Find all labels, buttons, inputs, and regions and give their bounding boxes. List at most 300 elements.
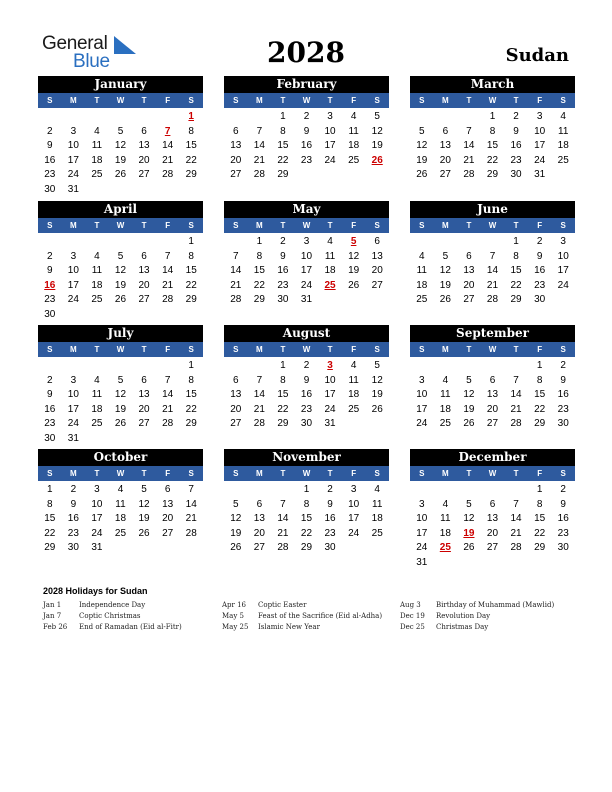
day-cell: 2 — [513, 111, 519, 122]
day-cell: 27 — [230, 418, 242, 430]
day-cell: 10 — [300, 250, 313, 262]
day-cell: 8 — [489, 125, 496, 137]
day-cell: 22 — [534, 403, 546, 415]
weekday-label: S — [560, 96, 566, 105]
day-cell: 20 — [138, 279, 150, 291]
holiday-day: 3 — [327, 360, 333, 371]
month-title: July — [38, 325, 203, 342]
day-cell: 13 — [162, 498, 174, 510]
day-cell: 9 — [303, 374, 310, 386]
day-cell: 26 — [463, 542, 475, 554]
day-cell: 18 — [439, 527, 451, 539]
day-cell: 6 — [141, 374, 147, 386]
day-cell: 28 — [486, 294, 499, 306]
day-cell: 3 — [70, 374, 77, 386]
day-cell: 17 — [557, 265, 569, 277]
empty-cell — [224, 235, 248, 250]
day-cell: 1 — [489, 111, 496, 122]
day-cell: 6 — [141, 250, 147, 262]
day-cell: 4 — [94, 374, 100, 386]
day-cell: 21 — [230, 279, 242, 291]
day-cell: 18 — [114, 513, 127, 525]
day-cell: 1 — [188, 360, 194, 371]
day-cell: 15 — [534, 513, 546, 525]
day-cell: 26 — [371, 403, 383, 415]
day-cell: 23 — [44, 169, 56, 181]
day-cell: 16 — [67, 513, 79, 525]
empty-cell — [109, 235, 133, 250]
day-cell: 26 — [416, 169, 428, 181]
day-cell: 2 — [280, 236, 286, 247]
weekday-label: T — [466, 96, 472, 105]
holiday-name: Coptic Christmas — [79, 612, 141, 620]
calendar-year: 2028 — [267, 36, 345, 69]
weekday-label: S — [419, 96, 425, 105]
weekday-label: T — [141, 469, 147, 478]
empty-cell — [38, 110, 62, 125]
day-cell: 4 — [442, 498, 449, 510]
day-cell: 15 — [300, 513, 313, 525]
day-cell: 27 — [371, 279, 383, 291]
weekday-label: W — [488, 221, 497, 230]
day-cell: 17 — [324, 140, 336, 152]
day-cell: 15 — [277, 389, 289, 401]
day-cell: 5 — [466, 374, 472, 386]
day-cell: 13 — [138, 389, 150, 401]
country-name: Sudan — [505, 45, 569, 66]
day-cell: 27 — [486, 418, 499, 430]
day-cell: 25 — [91, 294, 103, 306]
month-title: March — [410, 76, 575, 93]
day-cell: 23 — [510, 154, 522, 166]
day-cell: 15 — [534, 389, 546, 401]
day-cell: 22 — [277, 154, 289, 166]
weekday-label: T — [327, 221, 333, 230]
day-grid — [224, 235, 389, 308]
weekday-label: S — [419, 221, 425, 230]
day-cell: 16 — [557, 513, 569, 525]
empty-cell — [38, 359, 62, 374]
day-cell: 15 — [253, 265, 265, 277]
month-october — [38, 449, 203, 556]
day-cell: 6 — [233, 125, 239, 137]
day-cell: 11 — [372, 498, 383, 510]
day-cell: 17 — [67, 403, 79, 415]
day-cell: 28 — [162, 294, 174, 306]
weekday-label: W — [488, 345, 497, 354]
weekday-label: F — [537, 345, 543, 354]
day-cell: 22 — [44, 527, 56, 539]
day-cell: 22 — [185, 279, 197, 291]
day-cell: 21 — [185, 513, 197, 525]
day-cell: 7 — [280, 498, 286, 510]
day-cell: 7 — [188, 484, 194, 495]
day-cell: 18 — [416, 279, 428, 291]
day-cell: 15 — [44, 513, 56, 525]
day-cell: 7 — [466, 125, 472, 137]
day-cell: 23 — [300, 154, 313, 166]
empty-cell — [85, 235, 109, 250]
day-cell: 27 — [230, 169, 242, 181]
day-cell: 8 — [47, 498, 53, 510]
day-cell: 19 — [416, 154, 428, 166]
day-cell: 11 — [115, 498, 126, 510]
month-november — [224, 449, 389, 556]
weekday-label: F — [165, 345, 171, 354]
empty-cell — [457, 110, 481, 125]
day-cell: 12 — [416, 140, 428, 152]
weekday-label: T — [94, 345, 100, 354]
weekday-label: S — [47, 96, 53, 105]
day-cell: 28 — [253, 418, 265, 430]
day-cell: 29 — [486, 169, 499, 181]
weekday-header — [38, 218, 203, 233]
day-cell: 9 — [70, 498, 77, 510]
day-cell: 16 — [510, 140, 522, 152]
day-cell: 7 — [164, 374, 171, 386]
day-cell: 20 — [486, 527, 499, 539]
day-cell: 9 — [327, 498, 333, 510]
weekday-label: F — [351, 469, 357, 478]
day-cell: 3 — [70, 125, 77, 137]
day-cell: 17 — [416, 403, 428, 415]
day-cell: 17 — [534, 140, 546, 152]
empty-cell — [38, 235, 62, 250]
day-cell: 10 — [67, 265, 79, 277]
day-cell: 30 — [44, 308, 56, 320]
weekday-label: S — [233, 469, 239, 478]
month-title: June — [410, 201, 575, 218]
day-cell: 12 — [439, 265, 451, 277]
weekday-label: F — [165, 469, 171, 478]
day-cell: 25 — [557, 154, 569, 166]
month-title: August — [224, 325, 389, 342]
empty-cell — [410, 483, 434, 498]
day-cell: 11 — [91, 389, 103, 401]
day-cell: 27 — [439, 169, 451, 181]
day-cell: 24 — [557, 279, 569, 291]
weekday-label: T — [94, 96, 100, 105]
month-title: September — [410, 325, 575, 342]
day-cell: 11 — [91, 265, 103, 277]
day-cell: 2 — [303, 360, 310, 371]
day-cell: 1 — [47, 484, 53, 495]
weekday-label: W — [488, 469, 497, 478]
day-cell: 4 — [419, 250, 425, 262]
day-cell: 1 — [188, 236, 194, 247]
day-cell: 24 — [416, 542, 428, 554]
day-cell: 30 — [44, 432, 56, 444]
day-cell: 7 — [513, 498, 519, 510]
day-cell: 20 — [253, 527, 265, 539]
day-cell: 21 — [253, 403, 265, 415]
weekday-label: W — [116, 469, 125, 478]
day-cell: 30 — [534, 294, 546, 306]
month-february — [224, 76, 389, 183]
day-cell: 12 — [138, 498, 150, 510]
day-cell: 7 — [513, 374, 519, 386]
empty-cell — [248, 359, 272, 374]
empty-cell — [224, 483, 248, 498]
day-cell: 28 — [277, 542, 289, 554]
day-cell: 28 — [253, 169, 265, 181]
day-cell: 2 — [47, 374, 53, 386]
day-grid — [224, 359, 389, 432]
weekday-label: S — [560, 469, 566, 478]
day-cell: 11 — [416, 265, 427, 277]
weekday-label: T — [94, 469, 100, 478]
weekday-label: F — [351, 345, 357, 354]
day-cell: 17 — [91, 513, 103, 525]
day-cell: 12 — [114, 389, 127, 401]
day-grid — [38, 110, 203, 198]
day-cell: 14 — [162, 389, 174, 401]
empty-cell — [410, 235, 434, 250]
weekday-label: W — [116, 96, 125, 105]
holiday-day: 19 — [463, 527, 475, 539]
month-march — [410, 76, 575, 183]
month-december — [410, 449, 575, 571]
weekday-label: M — [70, 469, 77, 478]
day-cell: 6 — [374, 236, 380, 247]
holiday-date: Dec 19 — [400, 612, 425, 620]
day-cell: 27 — [162, 527, 174, 539]
holiday-name: Islamic New Year — [258, 623, 320, 631]
day-cell: 3 — [536, 111, 543, 122]
day-cell: 23 — [44, 294, 56, 306]
weekday-label: S — [188, 96, 194, 105]
day-cell: 21 — [510, 403, 522, 415]
weekday-label: M — [256, 345, 263, 354]
empty-cell — [434, 359, 458, 374]
empty-cell — [156, 235, 180, 250]
day-cell: 13 — [486, 389, 499, 401]
day-cell: 30 — [510, 169, 522, 181]
day-cell: 19 — [371, 389, 383, 401]
day-cell: 10 — [324, 374, 336, 386]
day-cell: 5 — [117, 125, 124, 137]
day-cell: 14 — [510, 513, 522, 525]
day-cell: 23 — [324, 527, 336, 539]
weekday-label: M — [442, 345, 449, 354]
day-cell: 29 — [185, 294, 197, 306]
day-cell: 18 — [557, 140, 569, 152]
day-cell: 2 — [70, 484, 77, 495]
weekday-label: T — [280, 345, 286, 354]
weekday-label: W — [116, 221, 125, 230]
weekday-label: M — [256, 96, 263, 105]
day-cell: 6 — [141, 125, 147, 137]
day-cell: 19 — [114, 154, 127, 166]
day-cell: 4 — [560, 111, 566, 122]
day-cell: 26 — [114, 294, 127, 306]
weekday-label: S — [419, 469, 425, 478]
weekday-label: T — [327, 96, 333, 105]
day-cell: 5 — [233, 498, 239, 510]
day-cell: 8 — [280, 125, 286, 137]
weekday-label: F — [165, 96, 171, 105]
day-cell: 10 — [557, 250, 569, 262]
day-cell: 4 — [94, 125, 100, 137]
day-cell: 26 — [439, 294, 451, 306]
day-cell: 8 — [536, 498, 543, 510]
day-cell: 20 — [371, 265, 383, 277]
day-cell: 11 — [91, 140, 103, 152]
holiday-date: May 5 — [222, 612, 244, 620]
day-cell: 15 — [277, 140, 289, 152]
month-title: April — [38, 201, 203, 218]
day-cell: 28 — [162, 418, 174, 430]
month-january — [38, 76, 203, 198]
day-cell: 11 — [324, 250, 336, 262]
day-cell: 29 — [300, 542, 313, 554]
empty-cell — [481, 235, 505, 250]
day-cell: 17 — [300, 265, 313, 277]
holiday-name: End of Ramadan (Eid al-Fitr) — [79, 623, 182, 631]
day-cell: 10 — [91, 498, 103, 510]
weekday-label: S — [560, 345, 566, 354]
day-cell: 8 — [303, 498, 310, 510]
weekday-header — [410, 466, 575, 481]
day-cell: 13 — [138, 265, 150, 277]
day-cell: 29 — [185, 169, 197, 181]
empty-cell — [156, 359, 180, 374]
month-april — [38, 201, 203, 323]
day-cell: 1 — [256, 236, 263, 247]
weekday-label: S — [47, 469, 53, 478]
weekday-label: T — [141, 96, 147, 105]
day-cell: 10 — [416, 513, 428, 525]
day-cell: 2 — [560, 360, 566, 371]
day-cell: 26 — [348, 279, 360, 291]
day-cell: 13 — [463, 265, 475, 277]
day-cell: 19 — [371, 140, 383, 152]
day-cell: 14 — [162, 140, 174, 152]
day-cell: 27 — [138, 169, 150, 181]
day-cell: 9 — [280, 250, 286, 262]
day-cell: 24 — [300, 279, 313, 291]
day-cell: 23 — [67, 527, 79, 539]
month-july — [38, 325, 203, 447]
weekday-label: T — [280, 96, 286, 105]
day-cell: 29 — [253, 294, 265, 306]
day-cell: 17 — [67, 154, 79, 166]
day-cell: 2 — [303, 111, 310, 122]
day-cell: 19 — [348, 265, 360, 277]
day-cell: 17 — [67, 279, 79, 291]
day-cell: 5 — [141, 484, 147, 495]
day-cell: 3 — [303, 236, 310, 247]
day-cell: 27 — [253, 542, 265, 554]
day-cell: 16 — [277, 265, 289, 277]
day-cell: 30 — [277, 294, 289, 306]
month-title: October — [38, 449, 203, 466]
weekday-label: S — [419, 345, 425, 354]
weekday-label: M — [442, 221, 449, 230]
day-cell: 20 — [486, 403, 499, 415]
day-cell: 6 — [466, 250, 472, 262]
day-cell: 17 — [348, 513, 360, 525]
day-cell: 14 — [277, 513, 289, 525]
day-cell: 17 — [416, 527, 428, 539]
day-cell: 4 — [374, 484, 380, 495]
day-cell: 7 — [233, 250, 239, 262]
day-cell: 5 — [466, 498, 472, 510]
empty-cell — [109, 359, 133, 374]
weekday-label: S — [188, 345, 194, 354]
day-cell: 3 — [94, 484, 100, 495]
day-cell: 29 — [510, 294, 522, 306]
day-cell: 8 — [188, 125, 194, 137]
day-cell: 6 — [442, 125, 449, 137]
day-cell: 23 — [277, 279, 289, 291]
day-cell: 8 — [188, 250, 194, 262]
weekday-label: T — [513, 345, 519, 354]
weekday-header — [224, 466, 389, 481]
day-cell: 30 — [67, 542, 79, 554]
holiday-name: Christmas Day — [436, 623, 489, 631]
day-cell: 10 — [348, 498, 360, 510]
weekday-label: M — [70, 96, 77, 105]
weekday-label: S — [374, 221, 380, 230]
day-cell: 16 — [44, 403, 56, 415]
weekday-label: S — [374, 96, 380, 105]
empty-cell — [132, 235, 156, 250]
day-cell: 11 — [558, 125, 569, 137]
day-cell: 27 — [486, 542, 499, 554]
day-grid — [224, 483, 389, 556]
day-cell: 1 — [536, 484, 543, 495]
day-cell: 3 — [560, 236, 566, 247]
weekday-label: S — [47, 221, 53, 230]
day-cell: 20 — [138, 154, 150, 166]
day-cell: 23 — [534, 279, 546, 291]
day-cell: 4 — [327, 236, 333, 247]
day-cell: 22 — [300, 527, 313, 539]
day-cell: 14 — [253, 140, 265, 152]
day-cell: 25 — [371, 527, 383, 539]
empty-cell — [434, 483, 458, 498]
day-cell: 5 — [117, 374, 124, 386]
day-cell: 27 — [138, 418, 150, 430]
day-cell: 9 — [47, 389, 53, 401]
day-cell: 21 — [277, 527, 289, 539]
day-cell: 24 — [416, 418, 428, 430]
day-cell: 5 — [419, 125, 425, 137]
day-cell: 24 — [91, 527, 103, 539]
day-cell: 16 — [557, 389, 569, 401]
day-cell: 21 — [510, 527, 522, 539]
weekday-label: T — [513, 221, 519, 230]
day-cell: 9 — [513, 125, 519, 137]
month-may — [224, 201, 389, 308]
empty-cell — [132, 110, 156, 125]
day-cell: 29 — [534, 418, 546, 430]
day-cell: 6 — [256, 498, 263, 510]
day-cell: 28 — [162, 169, 174, 181]
weekday-label: F — [537, 96, 543, 105]
day-cell: 20 — [230, 154, 242, 166]
day-cell: 1 — [536, 360, 543, 371]
weekday-label: T — [327, 469, 333, 478]
holidays-title: 2028 Holidays for Sudan — [43, 586, 148, 596]
day-cell: 27 — [463, 294, 475, 306]
day-cell: 9 — [560, 374, 566, 386]
day-cell: 4 — [350, 111, 357, 122]
weekday-label: S — [233, 345, 239, 354]
weekday-label: F — [351, 221, 357, 230]
day-cell: 26 — [138, 527, 150, 539]
